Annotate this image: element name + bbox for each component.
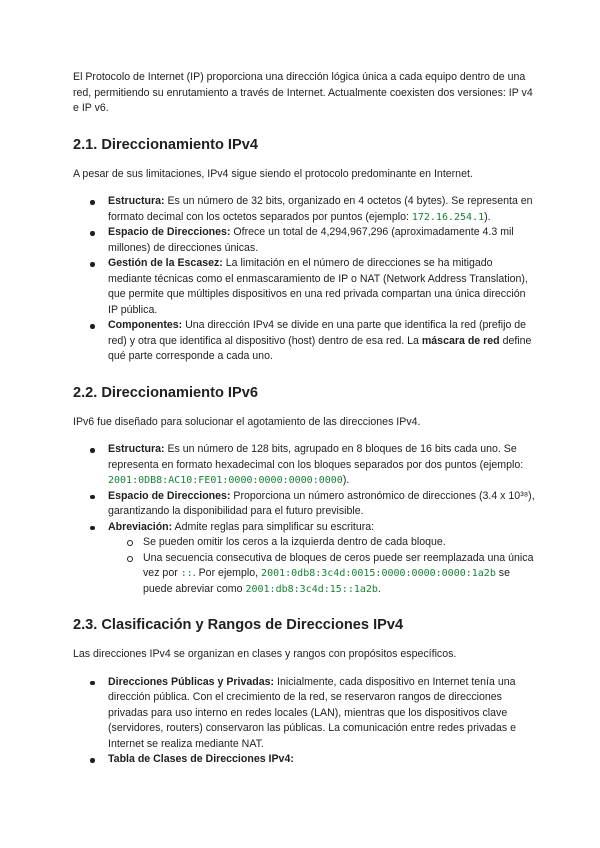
item-bold: máscara de red (421, 334, 500, 347)
item-text: Ofrece un total de 4,294,967,296 (aproximadamente 4.3 mil millones) de direcciones únicas. (108, 226, 514, 254)
sub-item-text: Una secuencia consecutiva de bloques de ceros puede ser reemplazada una única vez por (143, 551, 534, 579)
item-lead: Direcciones Públicas y Privadas: (108, 675, 275, 688)
sub-item-mid: . Por ejemplo, (192, 567, 262, 579)
section-2-2-intro: IPv6 fue diseñado para solucionar el agotamiento de las direcciones IPv4. (73, 415, 421, 428)
ipv6-example-code: 2001:0DB8:AC10:FE01:0000:0000:0000:0000 (108, 475, 343, 486)
item-lead: Gestión de la Escasez: (108, 257, 223, 269)
list-item (73, 520, 535, 536)
item-text: Admite reglas para simplificar su escritura: (172, 520, 375, 533)
ipv4-list (73, 194, 535, 365)
list-item (73, 194, 535, 225)
item-text: Es un número de 32 bits, organizado en 4 octetos (4 bytes). Se representa en formato decimal con los octetos separados por puntos (ejemplo: (108, 195, 533, 223)
list-item (73, 489, 535, 520)
document-page (73, 70, 535, 768)
short-ipv6-code: 2001:db8:3c4d:15::1a2b (245, 583, 378, 595)
sub-item-mid2: se puede abreviar como (143, 567, 510, 595)
list-item (73, 442, 535, 489)
item-tail: ). (484, 210, 491, 223)
double-colon-code: :: (180, 568, 193, 579)
ipv6-list (73, 442, 535, 535)
ipv4-example-code: 172.16.254.1 (411, 211, 485, 223)
item-text: Es un número de 128 bits, agrupado en 8 bloques de 16 bits cada uno. Se representa en formato hexadecimal con los bloques separados por dos puntos (ejemplo: (108, 443, 524, 471)
item-text: Proporciona un número astronómico de direcciones (3.4 x 10³⁸), garantizando la disponibilidad para el futuro previsible. (108, 489, 535, 517)
item-text: La limitación en el número de direcciones se ha mitigado mediante técnicas como el enmascaramiento de IP o NAT (Network Address Translation), que permite que múltiples dispositivos en una red privada compartan una única dirección IP pública. (108, 257, 528, 316)
section-2-3-heading: 2.3. Clasificación y Rangos de Direcciones IPv4 (73, 617, 404, 633)
list-item (73, 752, 535, 768)
list-item (73, 318, 535, 365)
section-2-1-intro: A pesar de sus limitaciones, IPv4 sigue siendo el protocolo predominante en Internet. (73, 167, 473, 180)
item-tail: ). (342, 474, 350, 486)
intro-paragraph: El Protocolo de Internet (IP) proporciona una dirección lógica única a cada equipo dentro de una red, permitiendo su enrutamiento a través de Internet. Actualmente coexisten dos versiones: IP v4 e IP v6. (73, 71, 533, 114)
item-lead: Espacio de Direcciones: (108, 489, 231, 502)
item-lead: Abreviación: (108, 520, 173, 533)
sub-list-item (108, 535, 535, 551)
item-lead: Estructura: (108, 195, 165, 207)
item-lead: Tabla de Clases de Direcciones IPv4: (108, 753, 294, 765)
item-text: Inicialmente, cada dispositivo en Internet tenía una dirección pública. Con el crecimiento de la red, se reservaron rangos de direcciones privadas para uso interno en redes locales (LAN), mientras que los dispositivos clave (servidores, routers) conservaron las públicas. La comunicación entre redes privadas e Internet se realiza mediante NAT. (108, 675, 517, 750)
list-item (73, 256, 535, 318)
sub-item-tail: . (377, 582, 381, 595)
item-lead: Componentes: (108, 319, 183, 331)
item-lead: Estructura: (108, 443, 165, 455)
sub-list-item (108, 551, 535, 598)
classification-list (73, 675, 535, 768)
full-ipv6-code: 2001:0db8:3c4d:0015:0000:0000:0000:1a2b (261, 568, 496, 579)
item-tail: define qué parte corresponde a cada uno. (108, 334, 532, 362)
item-lead: Espacio de Direcciones: (108, 226, 231, 238)
item-text: Una dirección IPv4 se divide en una parte que identifica la red (prefijo de red) y otra que identifica al dispositivo (host) dentro de esa red. La (108, 319, 527, 347)
section-2-2-heading: 2.2. Direccionamiento IPv6 (73, 384, 258, 401)
list-item (73, 225, 535, 256)
list-item (73, 675, 535, 753)
sub-item-text: Se pueden omitir los ceros a la izquierda dentro de cada bloque. (143, 536, 446, 548)
section-2-3-intro: Las direcciones IPv4 se organizan en clases y rangos con propósitos específicos. (73, 648, 457, 660)
section-2-1-heading: 2.1. Direccionamiento IPv4 (73, 136, 258, 153)
abbreviation-sublist (108, 535, 535, 597)
